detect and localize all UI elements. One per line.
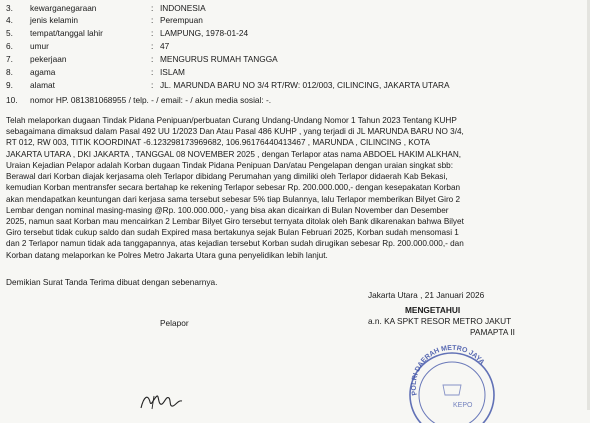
field-label: jenis kelamin <box>30 15 78 25</box>
report-line: sebagaimana dimaksud dalam Pasal 492 UU 1/2023 Dan Atau Pasal 486 KUHP , yang terjadi di JL MARUNDA BARU NO 3/4, <box>6 127 464 137</box>
pelapor-label: Pelapor <box>160 318 189 328</box>
report-line: RT 012, RW 003, TITIK KOORDINAT -6.123298173969682, 106.96176440413467 , MARUNDA , CILINCING , KOTA <box>6 138 430 148</box>
field-label: pekerjaan <box>30 54 67 64</box>
report-line: JAKARTA UTARA , DKI JAKARTA , TANGGAL 08 NOVEMBER 2025 , dengan Terlapor atas nama ABDOEL HAKIM ALKHAN, <box>6 149 462 159</box>
incident-line: kemudian Korban mentransfer secara bertahap ke rekening Terlapor sebesar Rp. 200.000.000,- dengan kesepakatan Korban <box>6 183 461 193</box>
field-separator: : <box>151 41 154 51</box>
incident-line: 2025, namun saat Korban mau mencairkan 2 Lembar Bilyet Giro tersebut ternyata ditolak oleh Bank dikarenakan bahwa Bilyet <box>6 217 464 227</box>
field-value: MENGURUS RUMAH TANGGA <box>160 54 278 64</box>
field-value: INDONESIA <box>160 3 206 13</box>
row-number: 10. <box>6 95 18 105</box>
incident-line: Uraian Kejadian Pelapor adalah Korban dugaan Tindak Pidana Penipuan Dan/atau Pengelapan dengan uraian singkat sbb: <box>6 161 454 170</box>
field-label: umur <box>30 41 49 51</box>
officer-title: a.n. KA SPKT RESOR METRO JAKUT <box>368 316 512 326</box>
row-number: 7. <box>6 54 13 64</box>
report-paragraph <box>6 115 584 160</box>
field-separator: : <box>151 54 154 64</box>
field-separator: : <box>151 3 154 13</box>
row-number: 8. <box>6 67 13 77</box>
stamp-inner-text: KEPO <box>453 402 473 409</box>
report-line: Telah melaporkan dugaan Tindak Pidana Penipuan/perbuatan Curang Undang-Undang Nomor 1 Tahun 2023 Tentang KUHP <box>6 116 457 125</box>
field-value: JL. MARUNDA BARU NO 3/4 RT/RW: 012/003, CILINCING, JAKARTA UTARA <box>160 80 450 90</box>
field-label: agama <box>30 67 56 77</box>
incident-line: akan mendapatkan keuntungan dari kerjasa sama tersebut sebesar 5% tiap Bulannya, lalu Terlapor memberikan Bilyet Giro 2 <box>6 194 461 204</box>
contact-text: nomor HP. 081381068955 / telp. - / email: - / akun media sosial: -. <box>30 95 272 105</box>
officer-rank: PAMAPTA II <box>470 327 515 337</box>
field-separator: : <box>151 28 154 38</box>
field-separator: : <box>151 80 154 90</box>
pelapor-signature-icon <box>138 392 188 410</box>
incident-line: Korban datang melaporkan ke Polres Metro Jakarta Utara guna penyelidikan lebih lanjut. <box>6 250 328 260</box>
row-number: 3. <box>6 3 13 13</box>
row-number: 6. <box>6 41 13 51</box>
incident-line: dan 2 Terlapor namun tidak ada tanggapannya, atas kejadian tersebut Korban sudah dirugikan sebesar Rp. 200.000.000,- dan <box>6 239 464 249</box>
field-separator: : <box>151 67 154 77</box>
incident-line: Lembar dengan nominal masing-masing @Rp. 100.000.000,- yang bisa akan dicairkan di Bulan November dan Desember <box>6 205 449 215</box>
row-number: 4. <box>6 15 13 25</box>
field-value: ISLAM <box>160 67 185 77</box>
field-label: tempat/tanggal lahir <box>30 28 103 38</box>
mengetahui-heading: MENGETAHUI <box>405 305 461 315</box>
stamp-text: POLRI DAERAH METRO JAYA <box>410 344 486 396</box>
incident-line: Giro tersebut tidak cukup saldo dan sudah Expired masa bertakunya sejak Bulan Februari 2025, Korban sudah mensomasi 1 <box>6 228 459 238</box>
field-value: LAMPUNG, 1978-01-24 <box>160 28 249 38</box>
row-number: 5. <box>6 28 13 38</box>
field-label: kewarganegaraan <box>30 3 97 13</box>
incident-line: Berawal dari Korban diajak kerjasama oleh Terlapor dibidang Perumahan yang dimiliki oleh Terlapor didaerah Kab Bekasi, <box>6 172 448 182</box>
row-number: 9. <box>6 80 13 90</box>
closing-statement: Demikian Surat Tanda Terima dibuat dengan sebenarnya. <box>6 277 218 287</box>
field-value: 47 <box>160 41 170 51</box>
incident-paragraph <box>6 160 584 261</box>
field-label: alamat <box>30 80 55 90</box>
field-value: Perempuan <box>160 15 203 25</box>
field-separator: : <box>151 15 154 25</box>
date-place: Jakarta Utara , 21 Januari 2026 <box>368 290 485 300</box>
